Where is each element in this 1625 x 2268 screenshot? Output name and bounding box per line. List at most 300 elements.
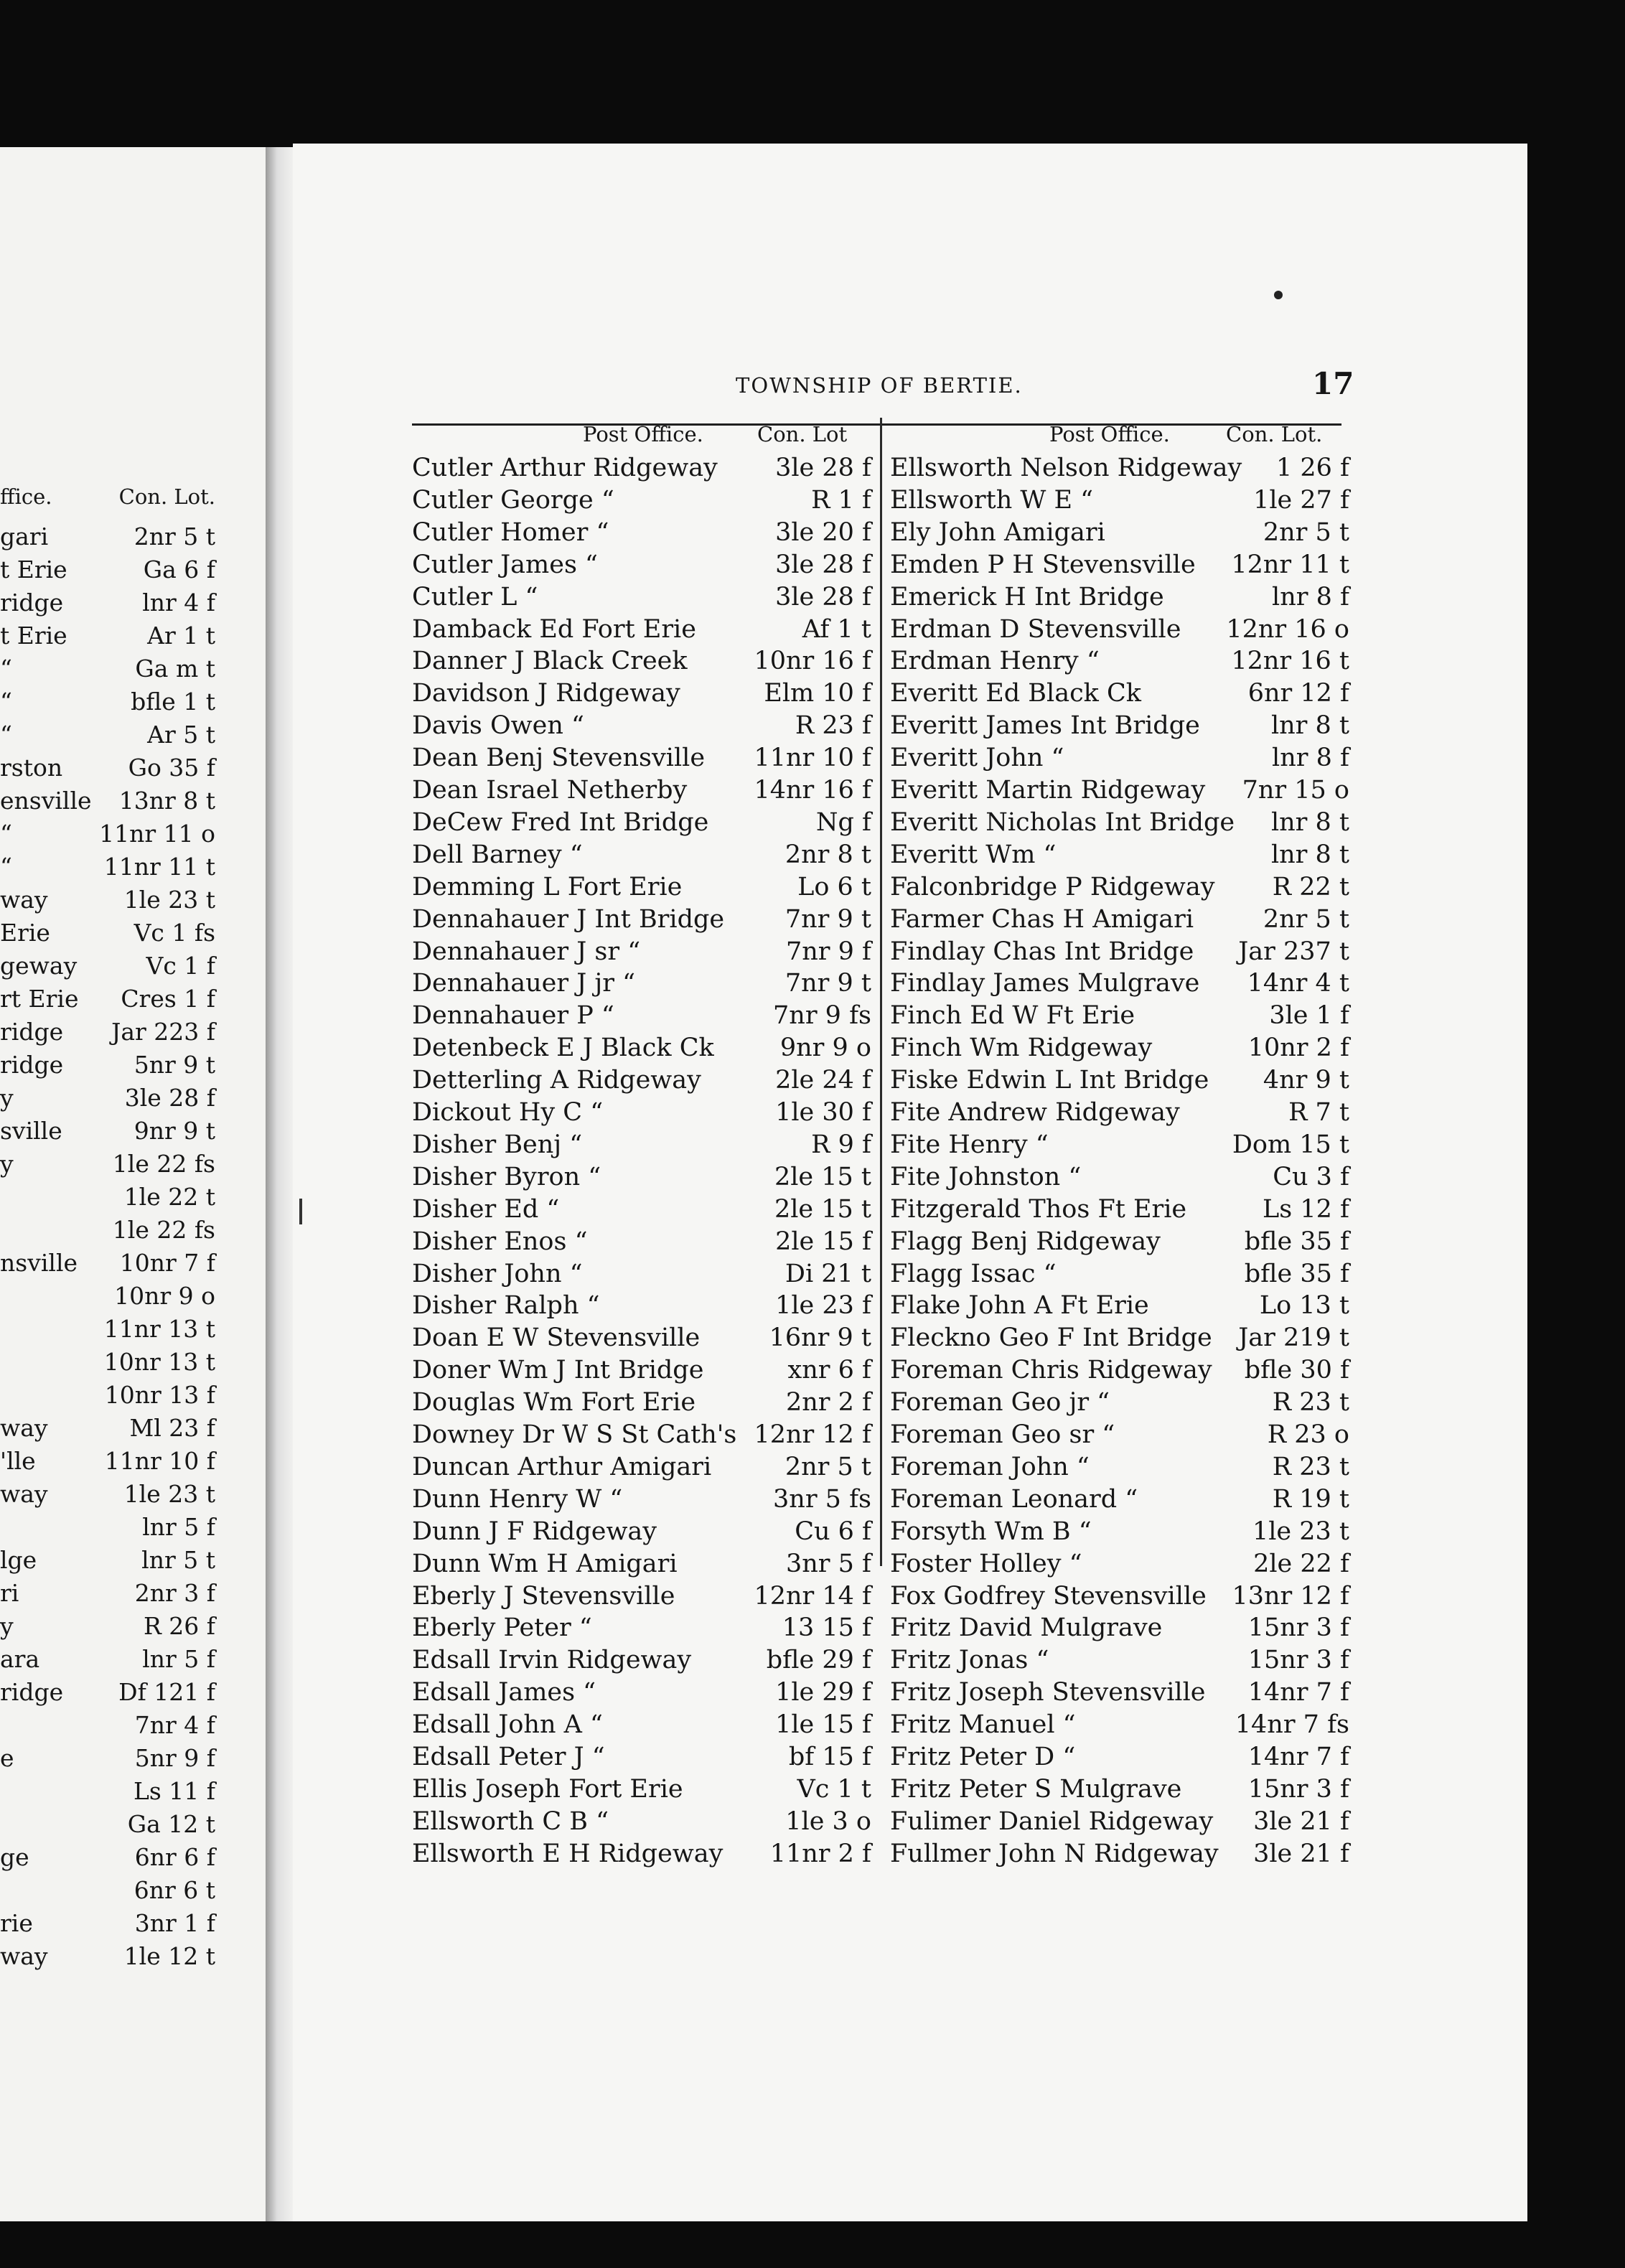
directory-entry [412,1227,871,1260]
entry-name: Dell Barney “ [412,840,583,869]
margin-mark [299,1199,302,1224]
entry-con-lot: 14nr 7 f [1247,1743,1349,1771]
left-entry [0,1645,215,1677]
left-entry-place: “ [0,655,12,683]
left-entry [0,1546,215,1578]
left-entry [0,853,215,884]
directory-entry [890,1613,1349,1646]
left-entry-place: rie [0,1909,33,1937]
left-entry-con-lot: Go 35 f [128,754,215,782]
entry-name: Fleckno Geo F Int Bridge [890,1323,1212,1353]
entry-con-lot: Jar 237 t [1238,937,1349,966]
left-entry [0,1942,215,1974]
left-entry [0,1348,215,1379]
directory-entry [890,808,1349,841]
entry-con-lot: 12nr 11 t [1231,550,1349,579]
entry-name: Doan E W Stevensville [412,1323,701,1353]
entry-name: Fiske Edwin L Int Bridge [890,1066,1209,1095]
left-entry-con-lot: Ar 5 t [147,721,215,749]
entry-name: Ellsworth E H Ridgeway [412,1839,723,1868]
directory-entry [412,1840,871,1873]
left-entry-place: rt Erie [0,985,79,1013]
page-number: 17 [1312,366,1354,401]
left-entry-con-lot: 2nr 3 f [134,1579,215,1607]
entry-con-lot: 12nr 14 f [754,1581,871,1611]
entry-con-lot: 1le 29 f [775,1678,871,1707]
left-entry-con-lot: 10nr 9 o [114,1282,215,1310]
entry-name: Disher Ralph “ [412,1291,600,1321]
left-entry-con-lot: Df 121 f [118,1678,215,1706]
left-entry-con-lot: 1le 22 fs [112,1150,215,1178]
directory-entry [890,615,1349,648]
entry-con-lot: 15nr 3 f [1247,1613,1349,1643]
left-entry-place: y [0,1084,14,1112]
entry-name: Foreman John “ [890,1452,1090,1481]
entry-name: Ellsworth Nelson Ridgeway [890,454,1242,482]
entry-name: Eberly Peter “ [412,1613,592,1643]
entry-con-lot: R 23 t [1272,1388,1349,1418]
entry-name: Everitt Nicholas Int Bridge [890,807,1235,837]
entry-con-lot: Dom 15 t [1232,1130,1349,1159]
left-entry-con-lot: 11nr 10 f [104,1447,215,1475]
directory-entry [890,711,1349,744]
entry-con-lot: 13 15 f [782,1613,871,1643]
entry-name: Flagg Benj Ridgeway [890,1227,1161,1256]
left-entry-con-lot: R 26 f [143,1612,215,1640]
directory-entry [890,550,1349,584]
entry-con-lot: 9nr 9 o [779,1034,871,1063]
left-entry-place: ri [0,1579,19,1607]
entry-con-lot: R 23 o [1267,1420,1349,1449]
directory-entry [412,969,871,1002]
entry-name: Downey Dr W S St Cath's [412,1420,737,1449]
left-column-header [0,484,215,513]
directory-entry [412,1420,871,1453]
entry-con-lot: 12nr 16 o [1226,614,1349,644]
directory-entry [890,1550,1349,1583]
entry-con-lot: 2nr 5 t [1263,904,1349,934]
left-entry-place: nsville [0,1249,78,1277]
directory-entry [412,1388,871,1421]
entry-name: Dean Benj Stevensville [412,744,706,773]
left-entry-con-lot: 9nr 9 t [134,1117,215,1145]
header-rule [412,423,1341,426]
left-entry-place: gari [0,523,49,550]
entry-name: Fite Johnston “ [890,1162,1082,1191]
left-entry [0,688,215,719]
entry-con-lot: 11nr 2 f [769,1839,871,1868]
directory-entry [890,1710,1349,1743]
entry-name: Ellsworth W E “ [890,485,1094,515]
directory-entry [890,1356,1349,1389]
left-entry-con-lot: Ga m t [135,655,215,683]
left-entry [0,1216,215,1247]
entry-name: Fullmer John N Ridgeway [890,1839,1219,1868]
left-entry [0,1876,215,1908]
entry-name: Fritz Peter D “ [890,1743,1076,1771]
entry-con-lot: xnr 6 f [787,1356,871,1385]
left-entry-con-lot: Vc 1 f [146,952,215,980]
left-entry-con-lot: 10nr 13 t [103,1348,215,1376]
entry-con-lot: 14nr 16 f [754,776,871,805]
left-entry [0,1909,215,1941]
left-entry [0,919,215,950]
left-entry-con-lot: 1le 23 t [123,886,215,914]
left-entry [0,1777,215,1809]
entry-name: Edsall John A “ [412,1710,603,1740]
entry-con-lot: 3le 28 f [775,454,871,482]
left-entry [0,1084,215,1115]
entry-name: Dunn Henry W “ [412,1484,623,1514]
left-entry-con-lot: 5nr 9 t [134,1051,215,1079]
entry-con-lot: Elm 10 f [764,679,871,708]
left-entry-con-lot: 5nr 9 f [134,1744,215,1772]
entry-name: Everitt Wm “ [890,840,1057,869]
left-entry [0,886,215,917]
left-entry-place: “ [0,820,12,848]
entry-name: Detterling A Ridgeway [412,1066,701,1095]
left-entry-con-lot: Ar 1 t [147,622,215,650]
entry-con-lot: 2nr 2 f [785,1388,871,1418]
book-gutter [266,147,294,2221]
left-entry-place: rston [0,754,63,782]
entry-name: Ellsworth C B “ [412,1807,609,1836]
entry-name: Fite Andrew Ridgeway [890,1098,1180,1127]
directory-entry [412,1550,871,1583]
left-page [0,147,273,2221]
entry-name: Eberly J Stevensville [412,1581,675,1611]
directory-entry [412,647,871,680]
entry-con-lot: 3le 28 f [775,582,871,611]
left-entry [0,754,215,785]
left-entry-con-lot: lnr 5 f [142,1513,215,1541]
entry-con-lot: 1le 3 o [785,1807,871,1836]
directory-entry [890,454,1349,487]
entry-name: Findlay Chas Int Bridge [890,937,1194,966]
left-entry [0,1018,215,1049]
directory-entry [412,1678,871,1711]
left-entry-place: “ [0,721,12,749]
entry-name: Fulimer Daniel Ridgeway [890,1807,1214,1836]
left-entry [0,721,215,752]
entry-name: Disher John “ [412,1259,583,1288]
directory-entry [412,1710,871,1743]
entry-name: Edsall James “ [412,1678,596,1707]
entry-name: Cutler James “ [412,550,598,579]
entry-name: Fritz David Mulgrave [890,1613,1163,1643]
directory-entry [412,1485,871,1518]
left-entry-place: y [0,1150,14,1178]
entry-con-lot: 15nr 3 f [1247,1774,1349,1804]
left-entry-con-lot: Cres 1 f [121,985,215,1013]
directory-entry [412,1517,871,1550]
entry-con-lot: 1le 23 f [775,1291,871,1321]
left-header-con-lot: Con. Lot. [118,484,215,509]
left-entry-place: lge [0,1546,37,1574]
col1-header-post-office: Post Office. [583,422,703,446]
entry-con-lot: Vc 1 t [797,1774,871,1804]
entry-con-lot: lnr 8 f [1272,582,1349,611]
directory-entry [890,1034,1349,1067]
entry-con-lot: R 22 t [1272,872,1349,901]
entry-con-lot: 3le 21 f [1253,1807,1349,1836]
directory-entry [890,873,1349,906]
left-entry [0,1051,215,1082]
entry-con-lot: lnr 8 t [1270,711,1349,741]
entry-con-lot: R 1 f [811,485,871,515]
directory-entry [412,1323,871,1356]
entry-name: Erdman Henry “ [890,647,1100,676]
left-entry-con-lot: bfle 1 t [131,688,215,716]
left-entry-con-lot: 3nr 1 f [134,1909,215,1937]
entry-con-lot: bfle 35 f [1244,1227,1349,1256]
directory-entry [412,679,871,712]
entry-con-lot: 7nr 9 t [785,904,871,934]
left-entry-place: Erie [0,919,50,947]
left-entry-con-lot: 2nr 5 t [134,523,215,550]
entry-con-lot: bfle 29 f [766,1646,871,1675]
directory-entry [412,615,871,648]
entry-name: DeCew Fred Int Bridge [412,807,709,837]
entry-name: Fritz Jonas “ [890,1646,1049,1675]
directory-entry [890,1163,1349,1196]
entry-con-lot: 1le 27 f [1253,485,1349,515]
entry-name: Everitt James Int Bridge [890,711,1200,741]
entry-con-lot: 4nr 9 t [1263,1066,1349,1095]
directory-entry [412,1163,871,1196]
directory-entry [890,1066,1349,1099]
left-entry [0,1612,215,1644]
left-entry [0,1282,215,1313]
left-entry-con-lot: 13nr 8 t [118,787,215,815]
directory-entry [890,905,1349,938]
directory-entry [890,1807,1349,1840]
entry-name: Davidson J Ridgeway [412,679,680,708]
entry-name: Cutler Arthur Ridgeway [412,454,718,482]
left-entry-con-lot: Ls 11 f [133,1777,215,1805]
entry-con-lot: Di 21 t [785,1259,871,1288]
entry-con-lot: bf 15 f [788,1743,871,1771]
entry-con-lot: 7nr 9 f [785,937,871,966]
directory-entry [412,1130,871,1163]
entry-name: Foreman Geo jr “ [890,1388,1110,1418]
left-entry-place: y [0,1612,14,1640]
left-entry-con-lot: 10nr 13 f [104,1381,215,1409]
left-header-post-office: ffice. [0,484,52,509]
left-entry-con-lot: 1le 12 t [123,1942,215,1970]
entry-name: Foreman Leonard “ [890,1484,1138,1514]
entry-name: Doner Wm J Int Bridge [412,1356,704,1385]
entry-con-lot: 12nr 16 t [1231,647,1349,676]
entry-con-lot: 3le 20 f [775,517,871,547]
directory-entry [412,1034,871,1067]
entry-name: Demming L Fort Erie [412,872,683,901]
entry-con-lot: R 7 t [1288,1098,1349,1127]
column-divider [880,418,882,1566]
left-entry [0,1513,215,1545]
entry-name: Detenbeck E J Black Ck [412,1034,714,1063]
left-entry-con-lot: 1le 22 t [123,1183,215,1211]
entry-name: Ellis Joseph Fort Erie [412,1774,683,1804]
entry-con-lot: lnr 8 t [1270,807,1349,837]
left-entry-con-lot: 6nr 6 f [134,1843,215,1871]
entry-name: Erdman D Stevensville [890,614,1181,644]
entry-con-lot: 2le 15 t [774,1162,871,1191]
directory-entry [890,1260,1349,1293]
directory-entry [890,1840,1349,1873]
left-entry [0,1117,215,1148]
running-head: TOWNSHIP OF BERTIE. [736,373,1023,398]
entry-con-lot: 14nr 4 t [1247,969,1349,998]
directory-entry [890,1323,1349,1356]
entry-con-lot: bfle 35 f [1244,1259,1349,1288]
left-entry-con-lot: 11nr 11 o [99,820,215,848]
left-entry [0,1744,215,1776]
left-entry-place: way [0,886,48,914]
entry-name: Emerick H Int Bridge [890,582,1164,611]
entry-con-lot: Ng f [815,807,871,837]
directory-entry [890,583,1349,616]
entry-name: Dennahauer J Int Bridge [412,904,725,934]
entry-name: Cutler L “ [412,582,538,611]
directory-entry [412,486,871,519]
directory-entry [412,711,871,744]
entry-name: Dickout Hy C “ [412,1098,604,1127]
directory-entry [890,1227,1349,1260]
directory-entry [412,583,871,616]
entry-name: Douglas Wm Fort Erie [412,1388,696,1418]
entry-con-lot: 6nr 12 f [1247,679,1349,708]
directory-entry [412,776,871,809]
left-entry-con-lot: 3le 28 f [124,1084,215,1112]
entry-name: Davis Owen “ [412,711,584,741]
entry-name: Fite Henry “ [890,1130,1049,1159]
left-entry [0,1678,215,1710]
entry-name: Flagg Issac “ [890,1259,1057,1288]
directory-entry [890,1646,1349,1679]
directory-entry [890,1485,1349,1518]
directory-entry [890,486,1349,519]
directory-entry [412,1260,871,1293]
entry-con-lot: 2le 15 f [775,1227,871,1256]
entry-name: Dennahauer P “ [412,1001,614,1031]
left-entry [0,952,215,983]
entry-name: Edsall Peter J “ [412,1743,605,1771]
entry-con-lot: Lo 6 t [797,872,871,901]
entry-con-lot: 2le 24 f [775,1066,871,1095]
entry-name: Cutler George “ [412,485,614,515]
entry-name: Fox Godfrey Stevensville [890,1581,1207,1611]
entry-con-lot: 3nr 5 f [785,1549,871,1578]
entry-name: Falconbridge P Ridgeway [890,872,1215,901]
entry-name: Fritz Joseph Stevensville [890,1678,1206,1707]
left-entry-con-lot: lnr 5 f [142,1645,215,1673]
entry-name: Ely John Amigari [890,517,1105,547]
left-entry-con-lot: lnr 5 t [141,1546,215,1574]
entry-name: Disher Benj “ [412,1130,583,1159]
left-entry-place: “ [0,853,12,881]
directory-entry [890,679,1349,712]
entry-name: Damback Ed Fort Erie [412,614,696,644]
entry-name: Cutler Homer “ [412,517,609,547]
entry-name: Everitt Martin Ridgeway [890,776,1206,805]
entry-con-lot: 2nr 5 t [1263,517,1349,547]
entry-con-lot: 1le 23 t [1252,1517,1349,1546]
left-entry [0,1249,215,1280]
left-entry-place: ridge [0,1051,64,1079]
directory-entry [890,1420,1349,1453]
directory-entry [890,840,1349,873]
entry-con-lot: Af 1 t [802,614,871,644]
entry-con-lot: 10nr 16 f [754,647,871,676]
entry-con-lot: Lo 13 t [1259,1291,1349,1321]
left-entry [0,1183,215,1214]
directory-entry [412,744,871,777]
entry-con-lot: 10nr 2 f [1247,1034,1349,1063]
left-entry [0,1711,215,1743]
left-entry-con-lot: Ga 12 t [127,1810,215,1838]
left-entry-place: ridge [0,589,64,617]
entry-con-lot: 7nr 9 fs [773,1001,871,1031]
left-entry [0,589,215,620]
entry-con-lot: R 9 f [811,1130,871,1159]
ink-speck [1274,291,1283,299]
entry-name: Edsall Irvin Ridgeway [412,1646,692,1675]
directory-entry [890,1130,1349,1163]
entry-name: Disher Byron “ [412,1162,601,1191]
entry-name: Foster Holley “ [890,1549,1082,1578]
entry-name: Duncan Arthur Amigari [412,1452,712,1481]
left-entry-place: ridge [0,1678,64,1706]
left-entry [0,523,215,554]
left-entry-place: t Erie [0,556,67,584]
directory-entry [412,1356,871,1389]
left-entry [0,787,215,818]
entry-name: Farmer Chas H Amigari [890,904,1194,934]
entry-con-lot: 1le 15 f [775,1710,871,1740]
left-entry-con-lot: 7nr 4 f [134,1711,215,1739]
entry-con-lot: 7nr 15 o [1242,776,1349,805]
entry-con-lot: Jar 219 t [1238,1323,1349,1353]
left-entry [0,1447,215,1479]
directory-entry [890,1195,1349,1228]
entry-con-lot: 1 26 f [1275,454,1349,482]
entry-con-lot: 11nr 10 f [754,744,871,773]
entry-name: Fitzgerald Thos Ft Erie [890,1194,1187,1224]
directory-entry [412,1743,871,1776]
entry-con-lot: 2le 15 t [774,1194,871,1224]
left-entry-con-lot: Vc 1 fs [134,919,215,947]
entry-name: Disher Ed “ [412,1194,560,1224]
entry-con-lot: 2nr 5 t [785,1452,871,1481]
left-entry-place: ensville [0,787,92,815]
left-entry-place: way [0,1942,48,1970]
entry-con-lot: 16nr 9 t [769,1323,871,1353]
entry-con-lot: 13nr 12 f [1232,1581,1349,1611]
entry-con-lot: 14nr 7 fs [1235,1710,1349,1740]
entry-name: Everitt John “ [890,744,1064,773]
left-entry-con-lot: 1le 23 t [123,1480,215,1508]
directory-entry [890,1743,1349,1776]
directory-entry [412,1001,871,1034]
left-entry-place: 'lle [0,1447,36,1475]
entry-name: Dennahauer J jr “ [412,969,636,998]
left-entry-place: ge [0,1843,29,1871]
entry-con-lot: 3le 21 f [1253,1839,1349,1868]
entry-con-lot: lnr 8 t [1270,840,1349,869]
entry-name: Dunn J F Ridgeway [412,1517,657,1546]
directory-entry [412,905,871,938]
